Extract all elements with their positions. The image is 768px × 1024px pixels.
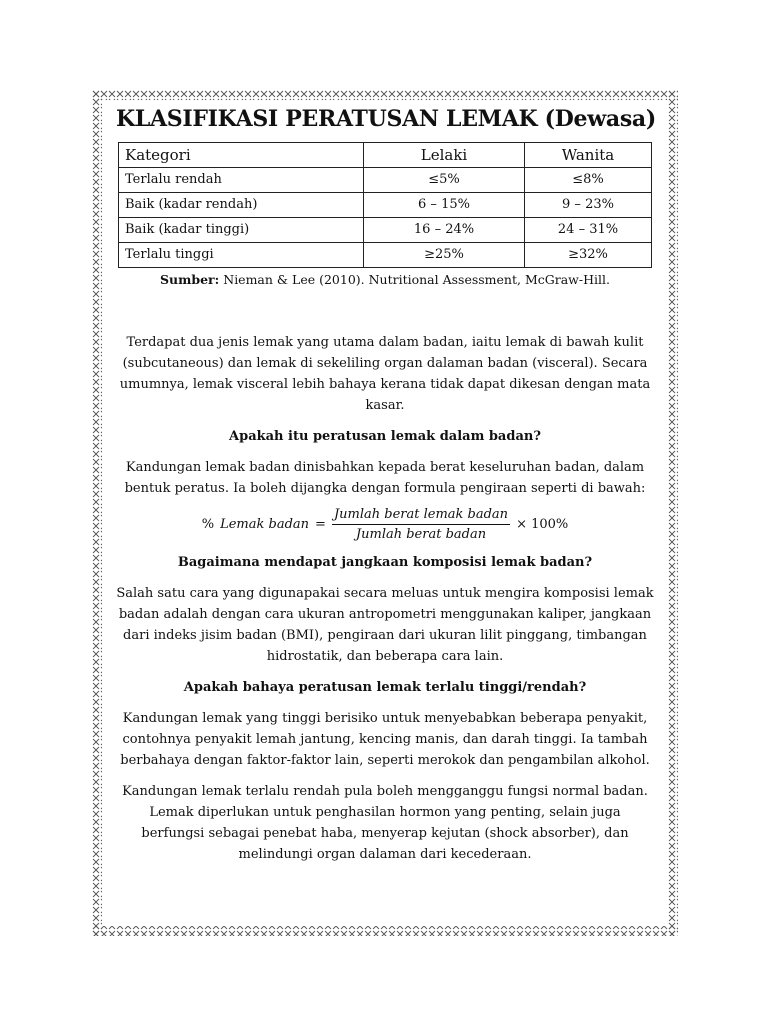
header-wanita: Wanita [525,143,652,168]
intro-paragraph: Terdapat dua jenis lemak yang utama dalam badan, iaitu lemak di bawah kulit (subcutaneous) dan lemak di sekeliling organ dalaman badan (visceral). Secara umumnya, lemak visceral lebih bahaya kerana tidak dapat dikesan dengan mata kasar. [119,335,651,413]
source-label: Sumber: [160,272,220,287]
answer-paragraph: Kandungan lemak terlalu rendah pula boleh mengganggu fungsi normal badan. Lemak diperlukan untuk penghasilan hormon yang penting, selain juga berfungsi sebagai penebat haba, menyerap kejutan (shock absorber), dan melindungi organ dalaman dari kecederaan. [122,784,648,862]
row-male-value: 6 – 15% [364,193,525,218]
classification-table [118,142,652,268]
table-row [119,218,652,243]
source-citation [116,272,654,287]
header-kategori: Kategori [119,143,364,168]
formula-lhs: Lemak badan [220,517,310,532]
fat-percentage-formula [116,507,654,542]
table-header-row [119,143,652,168]
row-male-value: ≤5% [364,168,525,193]
row-category: Terlalu rendah [119,168,364,193]
row-female-value: 24 – 31% [525,218,652,243]
formula-equals: = [315,517,326,532]
source-text: Nieman & Lee (2010). Nutritional Assessment, McGraw-Hill. [223,272,610,287]
row-female-value: 9 – 23% [525,193,652,218]
answer-paragraph: Kandungan lemak badan dinisbahkan kepada berat keseluruhan badan, dalam bentuk peratus. Ia boleh dijangka dengan formula pengiraan seperti di bawah: [124,460,646,496]
page-title: KLASIFIKASI PERATUSAN LEMAK (Dewasa) [116,106,656,132]
row-category: Baik (kadar tinggi) [119,218,364,243]
row-female-value: ≥32% [525,243,652,268]
formula-numerator: Jumlah berat lemak badan [332,507,510,525]
question-heading: Apakah bahaya peratusan lemak terlalu tinggi/rendah? [183,680,587,695]
row-male-value: ≥25% [364,243,525,268]
formula-multiplier: × 100% [516,517,569,532]
question-heading: Bagaimana mendapat jangkaan komposisi lemak badan? [177,555,593,570]
row-category: Baik (kadar rendah) [119,193,364,218]
table-row [119,243,652,268]
answer-paragraph: Salah satu cara yang digunapakai secara meluas untuk mengira komposisi lemak badan adalah dengan cara ukuran antropometri menggunakan kaliper, jangkaan dari indeks jisim badan (BMI), pengiraan dari ukuran lilit pinggang, timbangan hidrostatik, dan beberapa cara lain. [116,586,654,664]
row-female-value: ≤8% [525,168,652,193]
table-row [119,193,652,218]
row-male-value: 16 – 24% [364,218,525,243]
formula-fraction [332,507,510,542]
header-lelaki: Lelaki [364,143,525,168]
document-content [116,106,654,865]
answer-paragraph: Kandungan lemak yang tinggi berisiko untuk menyebabkan beberapa penyakit, contohnya penyakit lemah jantung, kencing manis, dan darah tinggi. Ia tambah berbahaya dengan faktor-faktor lain, seperti merokok dan pengambilan alkohol. [120,711,650,768]
page-frame [92,90,678,936]
formula-denominator: Jumlah berat badan [355,527,487,542]
table-row [119,168,652,193]
row-category: Terlalu tinggi [119,243,364,268]
formula-percent-symbol: % [201,517,215,532]
question-heading: Apakah itu peratusan lemak dalam badan? [229,429,541,444]
